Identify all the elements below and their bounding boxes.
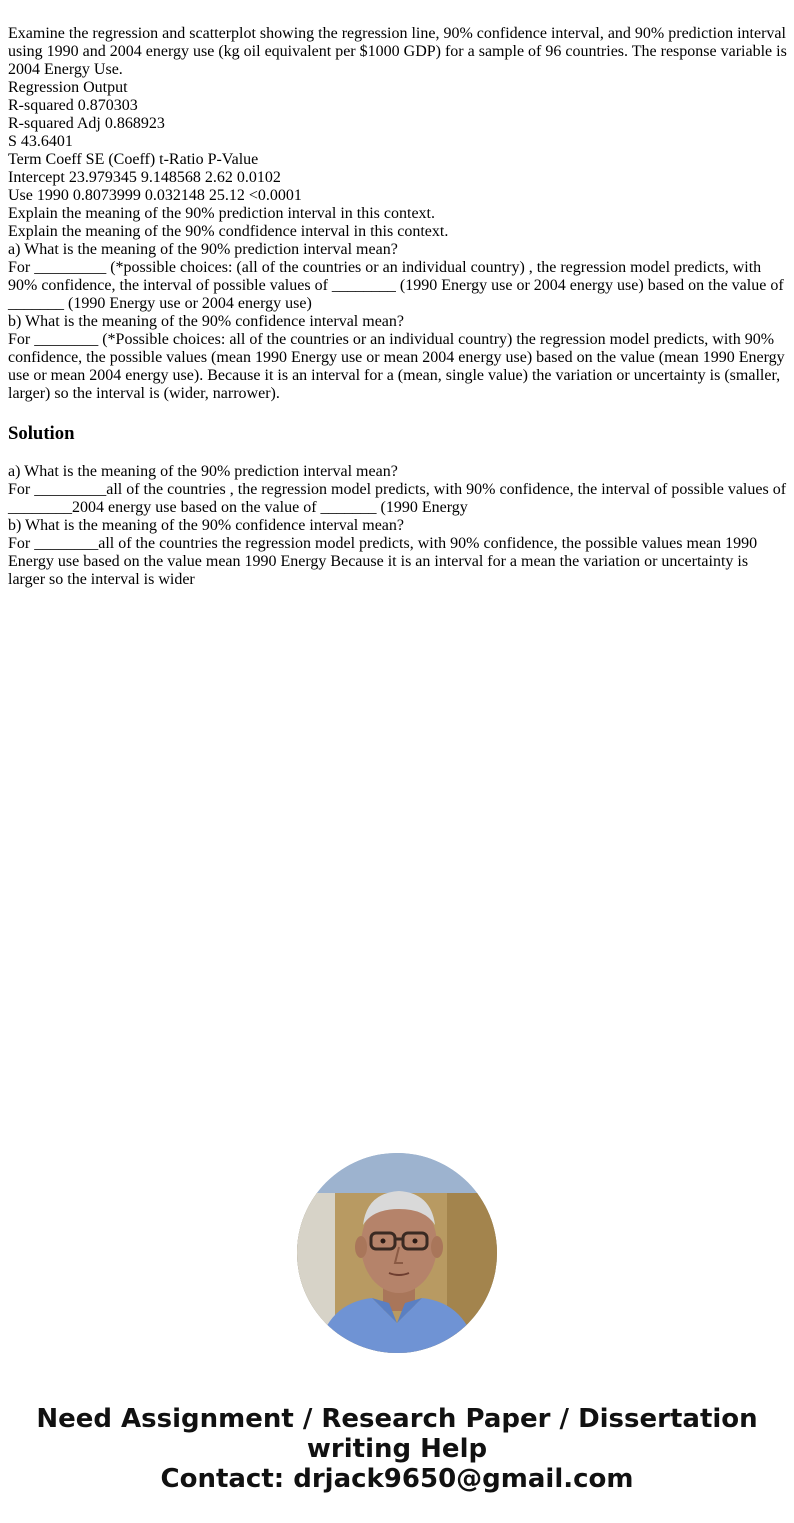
table-header: Term Coeff SE (Coeff) t-Ratio P-Value: [8, 151, 259, 168]
promo-line-1: Need Assignment / Research Paper / Dissertation: [36, 1404, 758, 1434]
question-block: [8, 25, 788, 403]
avatar: [297, 1153, 497, 1353]
r-squared: R-squared 0.870303: [8, 97, 138, 114]
question-intro: Examine the regression and scatterplot showing the regression line, 90% confidence interval, and 90% prediction interval using 1990 and 2004 energy use (kg oil equivalent per $1000 GDP) for a sample of 96 countries. The response variable is 2004 Energy Use.: [8, 25, 787, 78]
part-b-text: For ________ (*Possible choices: all of the countries or an individual country) the regression model predicts, with 90% confidence, the possible values (mean 1990 Energy use or mean 2004 energy use) based on the value (mean 1990 Energy use or mean 2004 energy use). Because it is an interval for a (mean, single value) the variation or uncertainty is (smaller, larger) so the interval is (wider, narrower).: [8, 331, 785, 402]
part-a-text: For _________ (*possible choices: (all of the countries or an individual country) , the regression model predicts, with 90% confidence, the interval of possible values of ________ (1990 Energy use or 2004 energy use) based on the value of _______ (1990 Energy use or 2004 energy use): [8, 259, 784, 312]
solution-part-a-answer: For _________all of the countries , the regression model predicts, with 90% confidence, the interval of possible values of ________2004 energy use based on the value of _______ (1990 Energy: [8, 481, 787, 516]
solution-heading: Solution: [8, 423, 75, 444]
solution-part-a-question: a) What is the meaning of the 90% prediction interval mean?: [8, 463, 398, 480]
explain-confidence: Explain the meaning of the 90% condfidence interval in this context.: [8, 223, 449, 240]
part-b-question: b) What is the meaning of the 90% confidence interval mean?: [8, 313, 404, 330]
promo-banner: [0, 1404, 794, 1494]
explain-prediction: Explain the meaning of the 90% prediction interval in this context.: [8, 205, 435, 222]
solution-part-b-question: b) What is the meaning of the 90% confidence interval mean?: [8, 517, 404, 534]
part-a-question: a) What is the meaning of the 90% prediction interval mean?: [8, 241, 398, 258]
promo-contact: Contact: drjack9650@gmail.com: [160, 1464, 634, 1494]
r-squared-adj: R-squared Adj 0.868923: [8, 115, 165, 132]
promo-line-2: writing Help: [306, 1434, 488, 1464]
solution-block: [8, 463, 788, 589]
solution-part-b-answer: For ________all of the countries the regression model predicts, with 90% confidence, the possible values mean 1990 Energy use based on the value mean 1990 Energy Because it is an interval for a mean the variation or uncertainty is larger so the interval is wider: [8, 535, 758, 588]
regression-title: Regression Output: [8, 79, 128, 96]
table-row-intercept: Intercept 23.979345 9.148568 2.62 0.0102: [8, 169, 281, 186]
person-portrait-icon: [297, 1153, 497, 1353]
table-row-use1990: Use 1990 0.8073999 0.032148 25.12 <0.0001: [8, 187, 302, 204]
s-value: S 43.6401: [8, 133, 73, 150]
